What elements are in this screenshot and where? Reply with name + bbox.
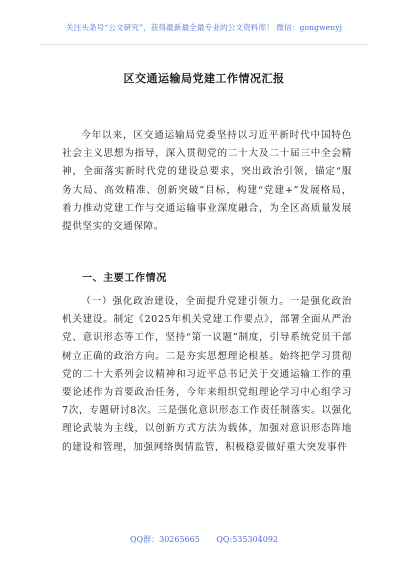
section-body	[62, 293, 352, 457]
section-paragraph: （一）强化政治建设，全面提升党建引领力。一是强化政治机关建设。制定《2025年机关党建工作要点》，部署全面从严治党、意识形态等工作，坚持“第一议题”制度，引导系统党员干部树立正确的政治方向。二是夯实思想理论根基。始终把学习贯彻党的二十大系列会议精神和习近平总书记关于交通运输工作的重要论述作为首要政治任务，今年来组织党组理论学习中心组学习7次，专题研讨8次。三是强化意识形态工作责任制落实。以强化理论武装为主线，以创新方式方法为载体，加强对意识形态阵地的建设和管理，加强网络舆情监管，积极稳妥做好重大突发事件	[62, 296, 352, 453]
footer-qq: QQ:535304092	[216, 535, 278, 544]
section-heading: 一、主要工作情况	[82, 273, 167, 284]
footer-contact	[0, 534, 408, 545]
header-divider	[40, 44, 368, 45]
footer-qq-group: QQ群：30265665	[129, 535, 200, 544]
intro-paragraph: 今年以来，区交通运输局党委坚持以习近平新时代中国特色社会主义思想为指导，深入贯彻党的二十大及二十届三中全会精神，全面落实新时代党的建设总要求，突出政治引领，锚定“服务大局、高效精准、创新突破”目标，构建“党建+”发展格局，着力推动党建工作与交通运输事业深度融合，为全区高质量发展提供坚实的交通保障。	[62, 130, 352, 233]
intro-section	[62, 127, 352, 236]
document-title: 区交通运输局党建工作情况汇报	[123, 72, 285, 85]
header-note: 关注头条号“公文研究”，获得最新最全最专业的公文资料库！ 微信：gongwenyj	[65, 23, 343, 32]
